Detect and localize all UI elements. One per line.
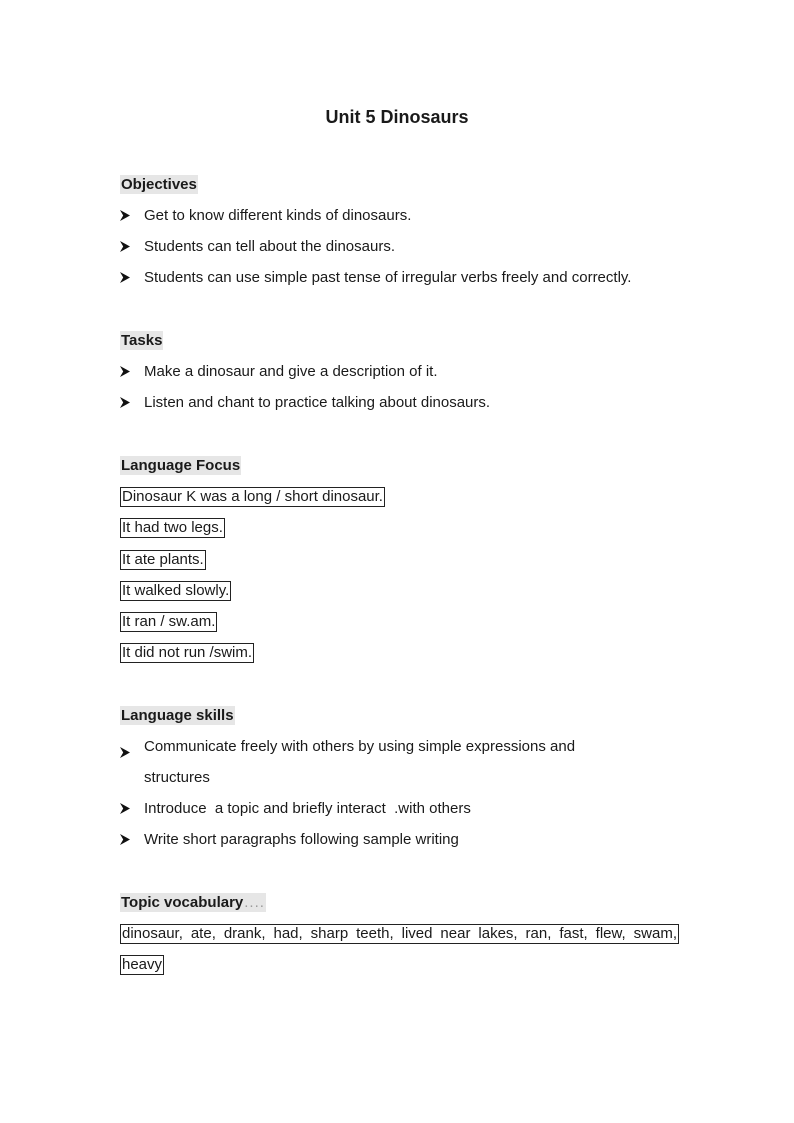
arrow-bullet-icon xyxy=(120,803,130,814)
tasks-item-text: Listen and chant to practice talking about dinosaurs. xyxy=(144,394,491,411)
language-focus-heading-text: Language Focus xyxy=(121,457,241,474)
objectives-heading-text: Objectives xyxy=(121,176,197,193)
language-focus-sentence: It ran / sw.am. xyxy=(122,613,216,630)
arrow-bullet-icon xyxy=(120,366,130,377)
language-skills-item xyxy=(120,799,634,818)
language-skills-heading xyxy=(120,706,235,725)
language-skills-item-text: Communicate freely with others by using simple expressions and structures xyxy=(144,738,576,786)
language-focus-sentence: Dinosaur K was a long / short dinosaur. xyxy=(122,488,383,505)
topic-vocabulary-line: dinosaur, ate, drank, had, sharp teeth, lived near lakes, ran, fast, flew, swam, xyxy=(122,925,677,942)
arrow-bullet-icon xyxy=(120,210,130,221)
language-skills-heading-text: Language skills xyxy=(121,707,234,724)
objectives-item-text: Get to know different kinds of dinosaurs. xyxy=(144,207,412,224)
arrow-bullet-icon xyxy=(120,747,130,758)
objectives-item xyxy=(120,237,634,256)
topic-vocabulary-line: heavy xyxy=(122,956,163,973)
language-focus-sentence: It ate plants. xyxy=(122,551,204,568)
arrow-bullet-icon xyxy=(120,241,130,252)
topic-vocabulary-heading-text: Topic vocabulary xyxy=(121,894,244,911)
language-focus-sentence: It walked slowly. xyxy=(122,582,230,599)
tasks-heading-text: Tasks xyxy=(121,332,163,349)
language-focus-sentence: It did not run /swim. xyxy=(122,644,253,661)
tasks-item xyxy=(120,362,634,381)
arrow-bullet-icon xyxy=(120,397,130,408)
tasks-item-text: Make a dinosaur and give a description of it. xyxy=(144,363,438,380)
arrow-bullet-icon xyxy=(120,272,130,283)
objectives-heading xyxy=(120,175,198,194)
language-skills-item xyxy=(120,830,634,849)
tasks-heading xyxy=(120,331,163,350)
language-focus-sentence: It had two legs. xyxy=(122,519,223,536)
language-skills-item-text: Introduce a topic and briefly interact .with others xyxy=(144,800,471,817)
objectives-item xyxy=(120,206,634,225)
language-focus-heading xyxy=(120,456,241,475)
tasks-item xyxy=(120,393,634,412)
language-skills-item xyxy=(120,737,614,793)
objectives-item-text: Students can use simple past tense of irregular verbs freely and correctly. xyxy=(144,269,632,286)
page-title: Unit 5 Dinosaurs xyxy=(325,107,469,127)
topic-vocabulary-heading xyxy=(120,893,266,912)
topic-vocabulary-heading-dots: .... xyxy=(244,894,265,911)
arrow-bullet-icon xyxy=(120,834,130,845)
objectives-item xyxy=(120,268,704,287)
language-skills-item-text: Write short paragraphs following sample writing xyxy=(144,831,459,848)
objectives-item-text: Students can tell about the dinosaurs. xyxy=(144,238,396,255)
